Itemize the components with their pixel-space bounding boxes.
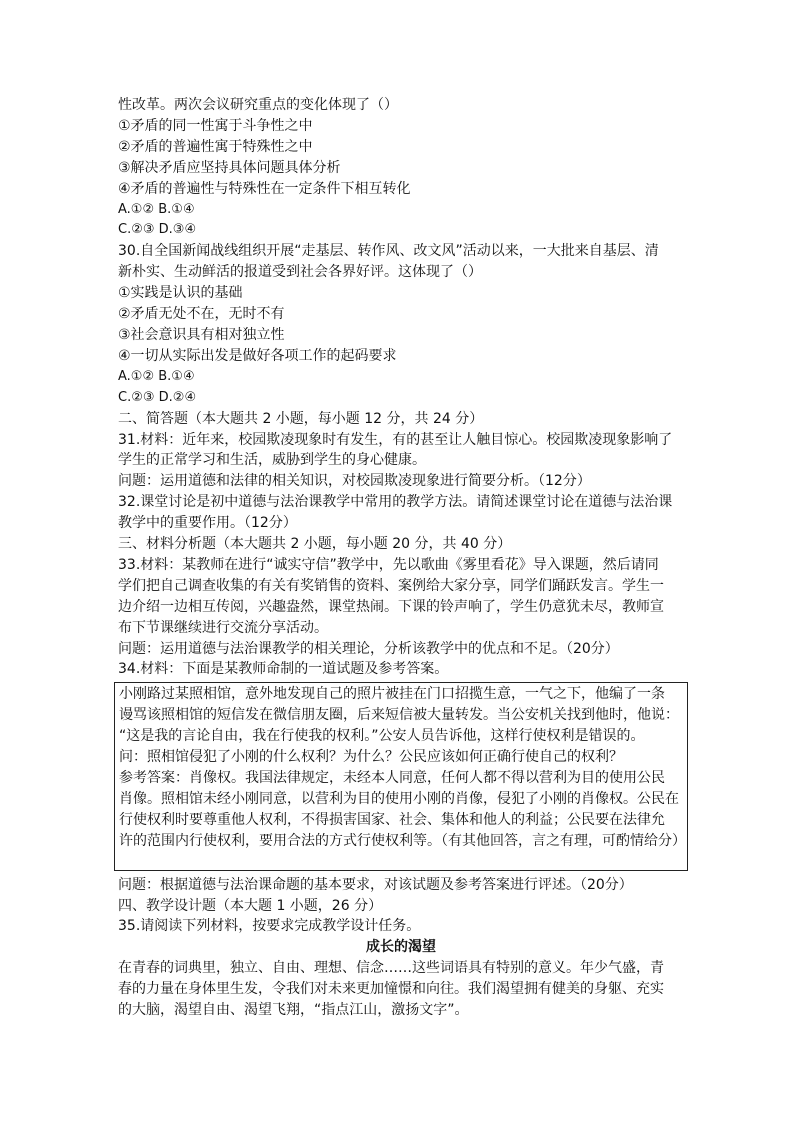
text-line: 34.材料：下面是某教师命制的一道试题及参考答案。 (118, 661, 449, 678)
question-30 (118, 241, 684, 408)
text-line: 31.材料：近年来，校园欺凌现象时有发生，有的甚至让人触目惊心。校园欺凌现象影响了 (118, 431, 673, 448)
option-statement: ②矛盾无处不在，无时不有 (118, 306, 285, 323)
text-line: 问题：运用道德和法律的相关知识，对校园欺凌现象进行简要分析。（12分） (118, 473, 591, 490)
text-line: 的大脑，渴望自由、渴望飞翔，“指点江山，激扬文字”。 (118, 1002, 469, 1019)
text-line: 许的范围内行使权利，要用合法的方式行使权利等。（有其他回答，言之有理，可酌情给分） (119, 832, 686, 849)
text-line: 边介绍一边相互传阅，兴趣盎然，课堂热闹。下课的铃声响了，学生仍意犹未尽，教师宣 (118, 598, 664, 615)
option-statement: ④一切从实际出发是做好各项工作的起码要求 (118, 347, 397, 364)
text-line: 教学中的重要作用。（12分） (118, 515, 297, 532)
text-line: 肖像。照相馆未经小刚同意，以营利为目的使用小刚的肖像，侵犯了小刚的肖像权。公民在 (119, 790, 679, 807)
option-statement: ③社会意识具有相对独立性 (118, 326, 285, 343)
section-heading: 三、材料分析题（本大题共 2 小题，每小题 20 分，共 40 分） (118, 536, 512, 553)
text-line: 学们把自己调查收集的有关有奖销售的资料、案例给大家分享，同学们踊跃发言。学生一 (118, 577, 664, 594)
option-statement: ①矛盾的同一性寓于斗争性之中 (118, 117, 313, 134)
answer-choices: A.①② B.①④ (118, 201, 195, 217)
section-heading: 四、教学设计题（本大题 1 小题，26 分） (118, 897, 383, 914)
text-line: 问题：根据道德与法治课命题的基本要求，对该试题及参考答案进行评述。（20分） (118, 876, 633, 893)
text-line: 35.请阅读下列材料，按要求完成教学设计任务。 (118, 918, 421, 935)
option-statement: ①实践是认识的基础 (118, 285, 243, 302)
text-line: 学生的正常学习和生活，威胁到学生的身心健康。 (118, 452, 426, 469)
text-line: 30.自全国新闻战线组织开展“走基层、转作风、改文风”活动以来，一大批来自基层、清 (118, 243, 659, 260)
text-line: “这是我的言论自由，我在行使我的权利。”公安人员告诉他，这样行使权利是错误的。 (119, 728, 645, 745)
text-line: 行使权利时要尊重他人权利，不得损害国家、社会、集体和他人的利益；公民要在法律允 (119, 811, 665, 828)
answer-choices: A.①② B.①④ (118, 368, 195, 384)
section-material-analysis (118, 534, 684, 680)
text-line: 参考答案：肖像权。我国法律规定，未经本人同意，任何人都不得以营利为目的使用公民 (119, 770, 665, 786)
option-statement: ②矛盾的普遍性寓于特殊性之中 (118, 138, 313, 155)
section-heading: 二、简答题（本大题共 2 小题，每小题 12 分，共 24 分） (118, 410, 484, 427)
essay-title: 成长的渴望 (366, 939, 436, 956)
quoted-test-item-box (114, 682, 688, 870)
text-line: 小刚路过某照相馆，意外地发现自己的照片被挂在门口招揽生意，一气之下，他编了一条 (119, 686, 665, 703)
text-line: 32.课堂讨论是初中道德与法治课教学中常用的教学方法。请简述课堂讨论在道德与法治课 (118, 494, 673, 511)
text-line: 问题：运用道德与法治课教学的相关理论，分析该教学中的优点和不足。（20分） (118, 640, 619, 657)
section-teaching-design (118, 875, 684, 1021)
text-line: 在青春的词典里，独立、自由、理想、信念……这些词语具有特别的意义。年少气盛，青 (118, 960, 664, 977)
text-line: 问：照相馆侵犯了小刚的什么权利？为什么？公民应该如何正确行使自己的权利？ (119, 749, 623, 766)
text-line: 性改革。两次会议研究重点的变化体现了（） (118, 97, 398, 113)
q29-continuation (118, 95, 684, 241)
option-statement: ④矛盾的普遍性与特殊性在一定条件下相互转化 (118, 180, 411, 197)
text-line: 33.材料：某教师在进行“诚实守信”教学中，先以歌曲《雾里看花》导入课题，然后请同 (118, 556, 659, 573)
text-line: 谩骂该照相馆的短信发在微信朋友圈，后来短信被大量转发。当公安机关找到他时，他说： (119, 707, 679, 724)
text-line: 新朴实、生动鲜活的报道受到社会各界好评。这体现了（） (118, 264, 482, 281)
section-short-answer (118, 409, 684, 534)
answer-choices: C.②③ D.③④ (118, 222, 197, 238)
answer-choices: C.②③ D.②④ (118, 389, 197, 405)
exam-page (118, 95, 684, 1021)
option-statement: ③解决矛盾应坚持具体问题具体分析 (118, 159, 341, 176)
text-line: 春的力量在身体里生发，令我们对未来更加憧憬和向往。我们渴望拥有健美的身躯、充实 (118, 981, 664, 998)
text-line: 布下节课继续进行交流分享活动。 (118, 619, 328, 636)
